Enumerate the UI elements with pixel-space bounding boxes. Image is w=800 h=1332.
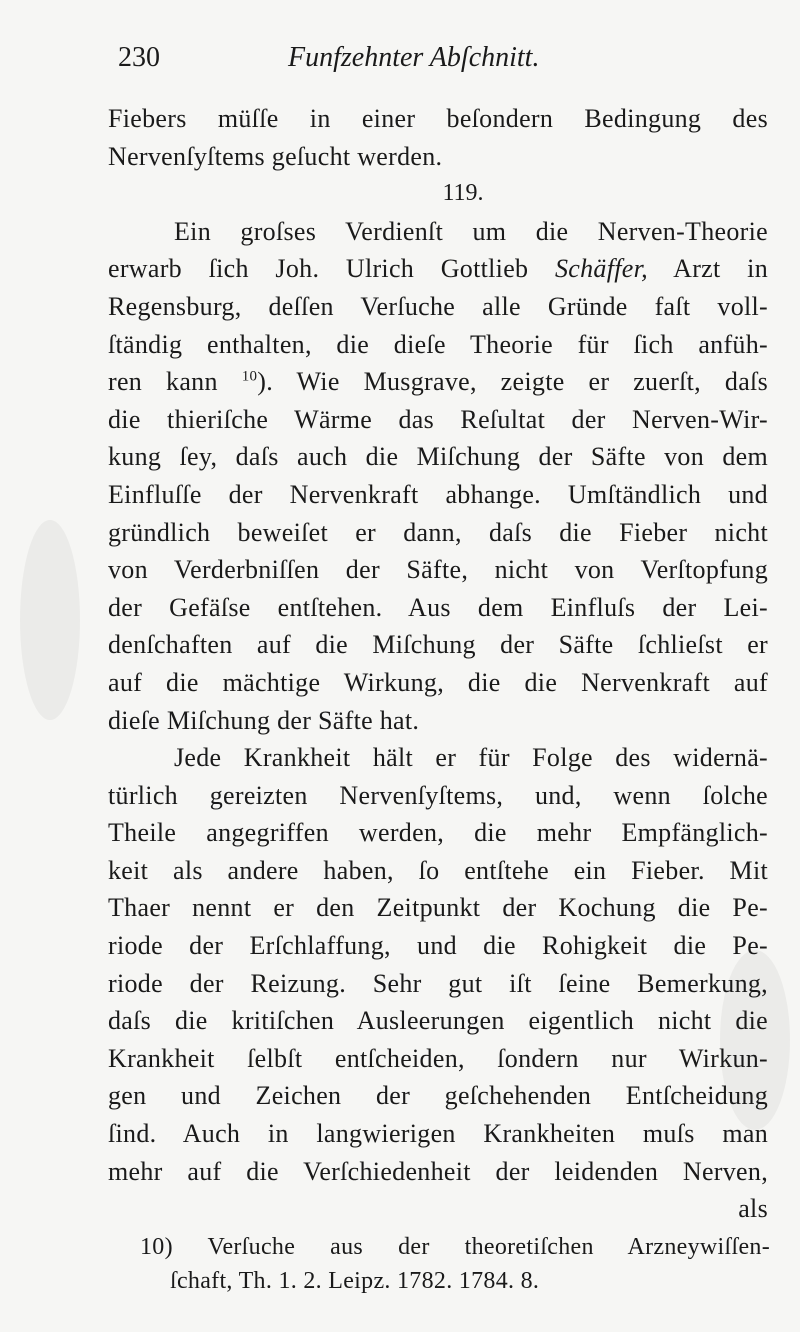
person-name: Schäffer, [554, 254, 648, 284]
text-line: Ein groſses Verdienſt um die Nerven-Theorie [174, 216, 768, 246]
text-line: Theile angegriffen werden, die mehr Empfänglich- [108, 818, 768, 848]
text-line: auf die mächtige Wirkung, die die Nervenkraft auf [108, 667, 768, 697]
text-line: Einfluſſe der Nervenkraft abhange. Umſtändlich und [108, 479, 768, 509]
text-line [108, 250, 768, 288]
text-span: ). Wie Musgrave, zeigte er zuerſt, daſs [257, 367, 768, 397]
text-line: keit als andere haben, ſo entſtehe ein Fieber. Mit [108, 855, 768, 885]
running-head: Funfzehnter Abſchnitt. [288, 42, 540, 73]
text-span: ren kann [108, 367, 242, 397]
text-line: Fiebers müſſe in einer beſondern Bedingung des [108, 104, 768, 133]
text-line: riode der Erſchlaffung, und die Rohigkeit die Pe- [108, 931, 768, 961]
text-line: Regensburg, deſſen Verſuche alle Gründe faſt voll- [108, 291, 768, 321]
text-line: die thieriſche Wärme das Reſultat der Nerven-Wir- [108, 404, 768, 434]
section-number: 119. [442, 180, 484, 207]
page-header [118, 42, 758, 82]
text-span: Arzt in [647, 254, 769, 284]
text-line: Jede Krankheit hält er für Folge des widernä- [174, 743, 768, 773]
text-line: kung ſey, daſs auch die Miſchung der Säfte von dem [108, 442, 768, 472]
text-line: ſind. Auch in langwierigen Krankheiten muſs man [108, 1119, 768, 1149]
text-line: Nervenſyſtems geſucht werden. [108, 141, 443, 171]
text-line: gen und Zeichen der geſchehenden Entſcheidung [108, 1081, 768, 1111]
catchword: als [738, 1194, 768, 1224]
text-line: denſchaften auf die Miſchung der Säfte ſchlieſst er [108, 630, 768, 660]
text-line: von Verderbniſſen der Säfte, nicht von Verſtopfung [108, 555, 768, 585]
footnote-line: ſchaft, Th. 1. 2. Leipz. 1782. 1784. 8. [170, 1268, 540, 1294]
text-line: gründlich beweiſet er dann, daſs die Fieber nicht [108, 517, 768, 547]
footnote-line: 10) Verſuche aus der theoretiſchen Arzneywiſſen- [140, 1234, 770, 1260]
page-number: 230 [118, 42, 160, 73]
text-line: mehr auf die Verſchiedenheit der leidenden Nerven, [108, 1156, 768, 1186]
paper-stain [20, 520, 80, 720]
text-line [108, 363, 768, 401]
text-line: ſtändig enthalten, die dieſe Theorie für ſich anfüh- [108, 329, 768, 359]
text-line: daſs die kritiſchen Ausleerungen eigentlich nicht die [108, 1006, 768, 1036]
text-line: der Gefäſse entſtehen. Aus dem Einfluſs der Lei- [108, 592, 768, 622]
text-line: türlich gereizten Nervenſyſtems, und, wenn ſolche [108, 780, 768, 810]
text-line: Thaer nennt er den Zeitpunkt der Kochung die Pe- [108, 893, 768, 923]
text-line: Krankheit ſelbſt entſcheiden, ſondern nur Wirkun- [108, 1043, 768, 1073]
text-span: erwarb ſich Joh. Ulrich Gottlieb [108, 254, 555, 284]
footnote-marker: 10 [241, 368, 258, 385]
text-line: riode der Reizung. Sehr gut iſt ſeine Bemerkung, [108, 968, 768, 998]
footnote [140, 1230, 770, 1298]
text-line: dieſe Miſchung der Säfte hat. [108, 705, 420, 735]
main-text [108, 100, 768, 1228]
